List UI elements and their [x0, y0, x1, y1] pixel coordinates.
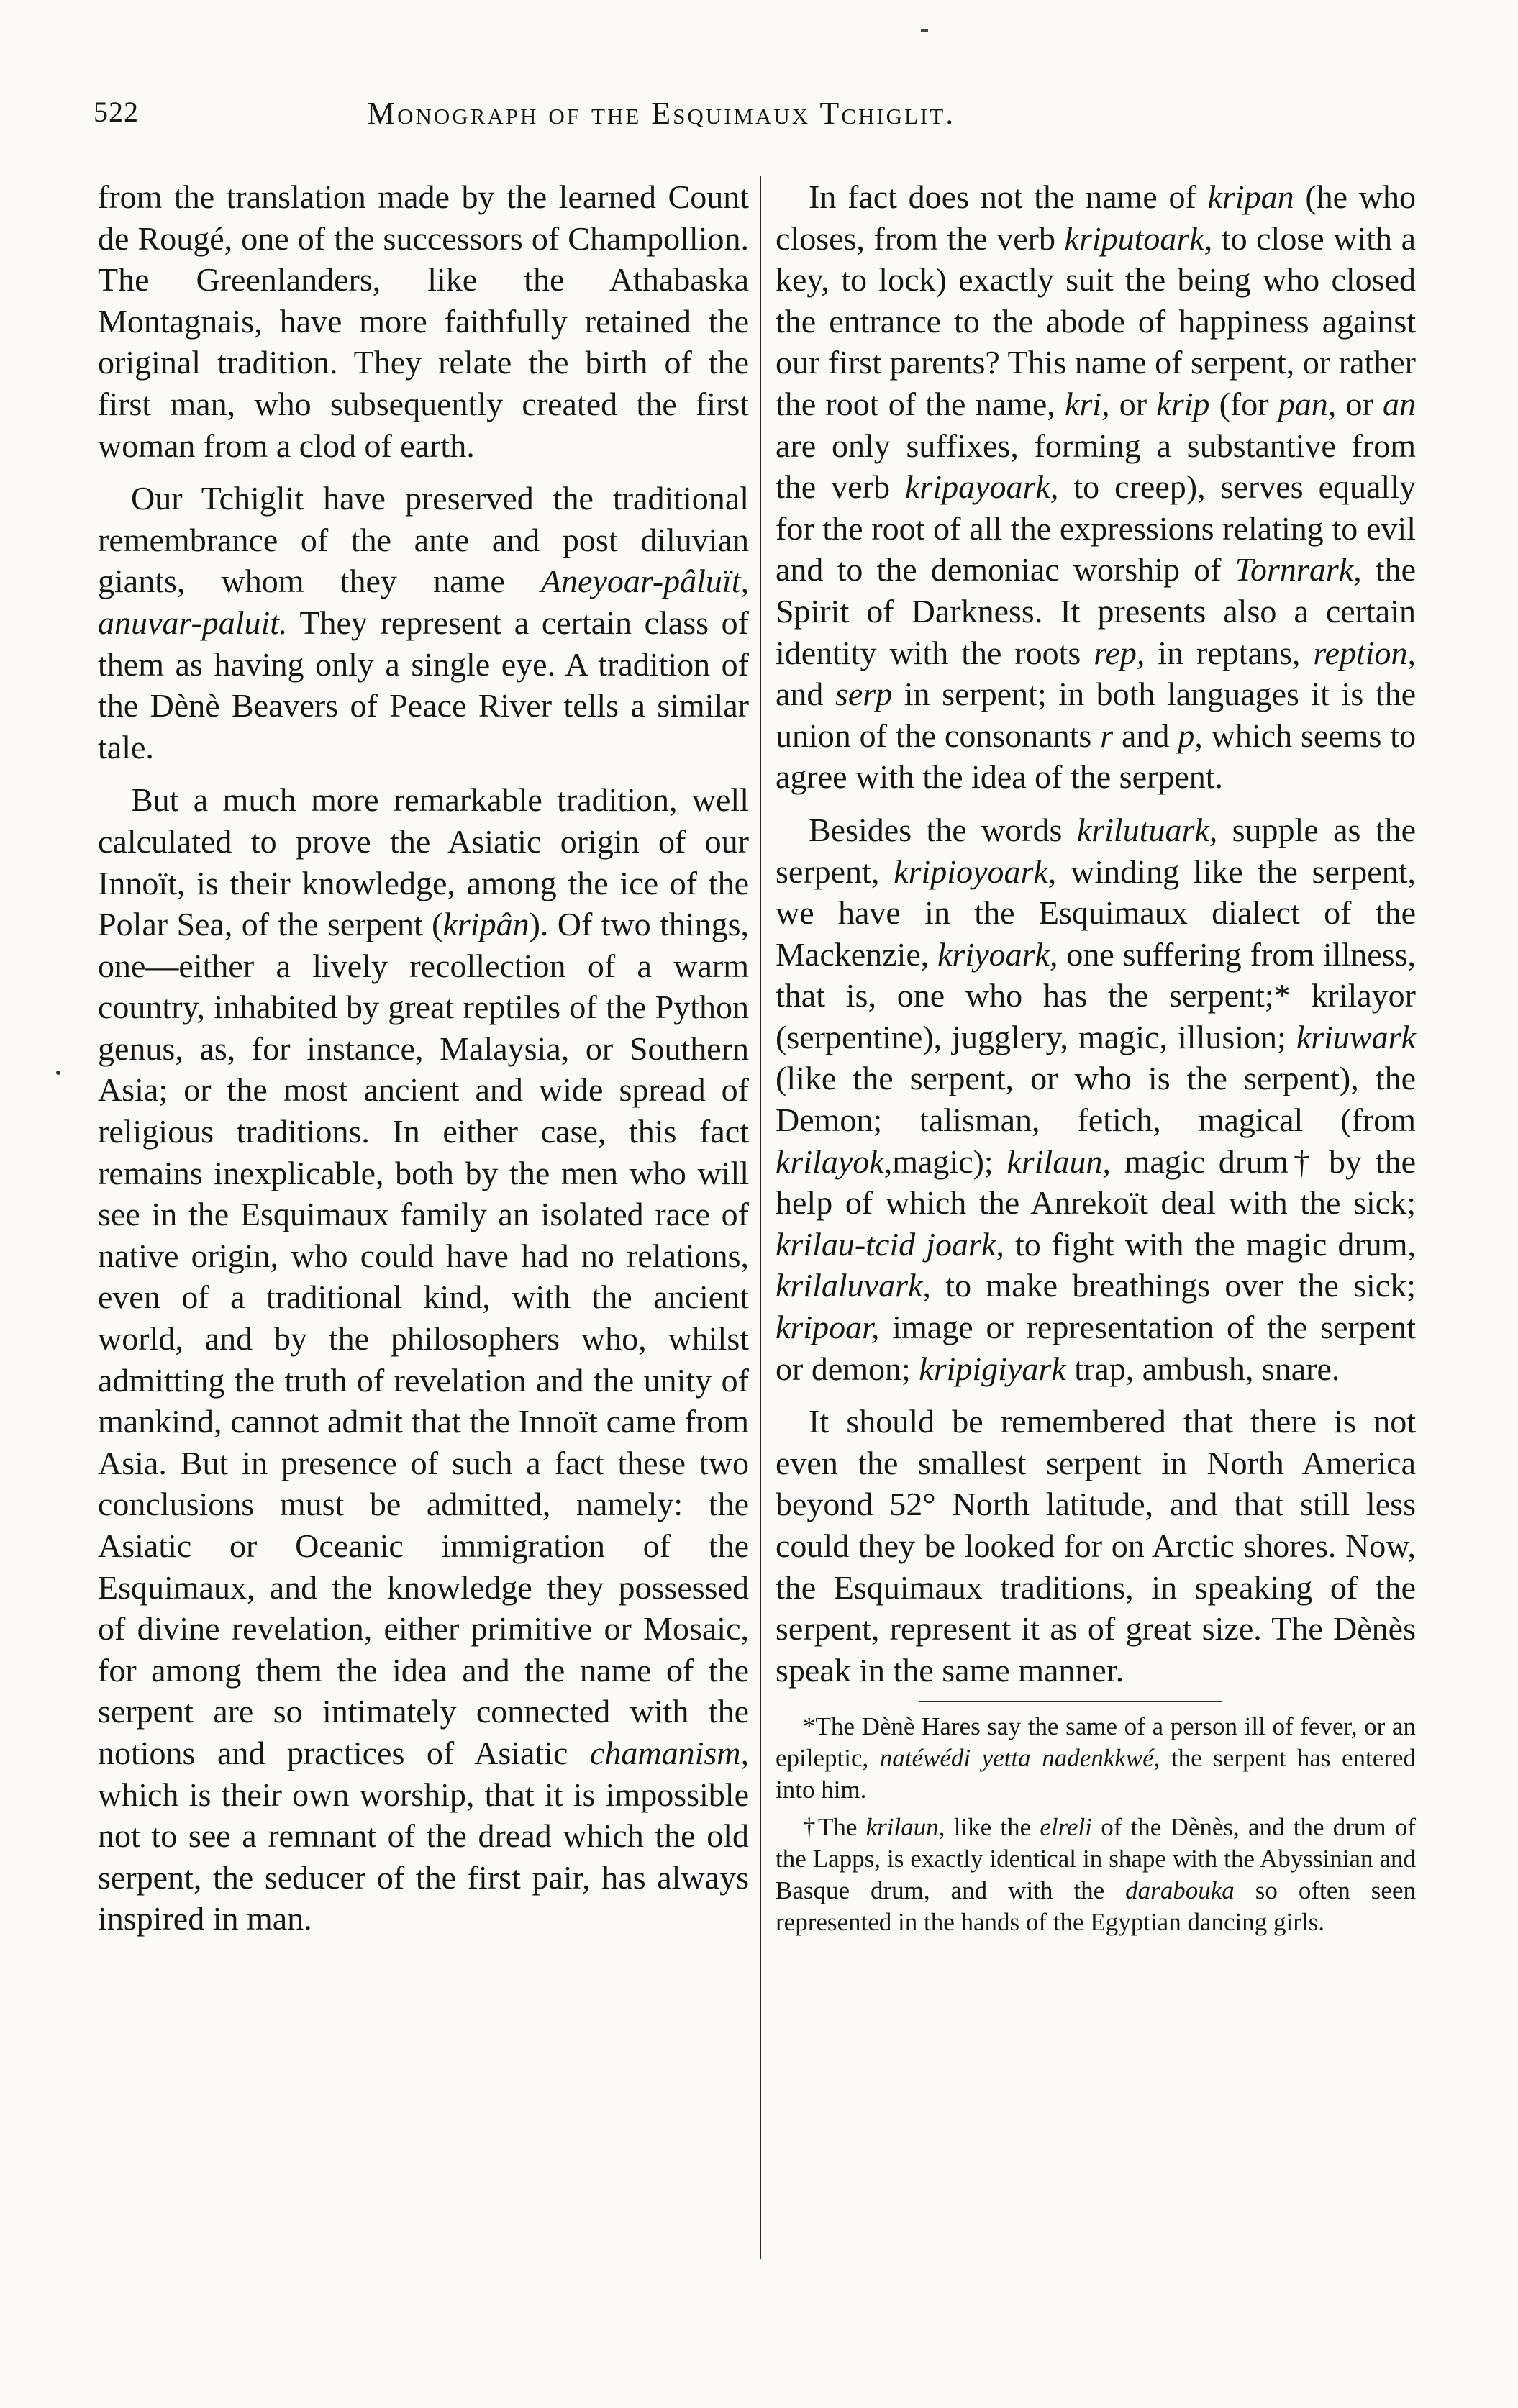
right-column: [760, 176, 1416, 2259]
right-paragraph-2: Besides the words krilutuark, supple as the serpent, kripioyoark, winding like the serpent, we have in the Esquimaux dialect of the Mackenzie, kriyoark, one suffering from illness, that is, one who has the serpent;* krilayor (serpentine), jugglery, magic, illusion; kriuwark (like the serpent, or who is the serpent), the Demon; talisman, fetich, magical (from krilayok,magic); krilaun, magic drum† by the help of which the Anrekoït deal with the sick; krilau-tcid joark, to fight with the magic drum, krilaluvark, to make breathings over the sick; kripoar, image or representation of the serpent or demon; kripigiyark trap, ambush, snare.: [776, 811, 1416, 1387]
left-paragraph-3: But a much more remarkable tradition, well calculated to prove the Asiatic origin of our Innoït, is their knowledge, among the ice of the Polar Sea, of the serpent (kripân). Of two things, one—either a lively recollection of a warm country, inhabited by great reptiles of the Python genus, as, for instance, Malaysia, or Southern Asia; or the most ancient and wide spread of religious traditions. In either case, this fact remains inexplicable, both by the men who will see in the Esquimaux family an isolated race of native origin, who could have had no relations, even of a traditional kind, with the ancient world, and by the philosophers who, whilst admitting the truth of revelation and the unity of mankind, cannot admit that the Innoït came from Asia. But in presence of such a fact these two conclusions must be admitted, namely: the Asiatic or Oceanic immigration of the Esquimaux, and the knowledge they possessed of divine revelation, either primitive or Mosaic, for among them the idea and the name of the serpent are so intimately connected with the notions and practices of Asiatic chamanism, which is their own worship, that it is impossible not to see a remnant of the dread which the old serpent, the seducer of the first pair, has always inspired in man.: [98, 781, 749, 1937]
left-column: [98, 176, 749, 1940]
left-paragraph-2: Our Tchiglit have preserved the traditional remembrance of the ante and post diluvian giants, whom they name Aneyoar-pâluït, anuvar-paluit. They represent a certain class of them as having only a single eye. A tradition of the Dènè Beavers of Peace River tells a similar tale.: [98, 480, 749, 765]
left-paragraph-1: from the translation made by the learned Count de Rougé, one of the successors of Champollion. The Greenlanders, like the Athabaska Montagnais, have more faithfully retained the original tradition. They relate the birth of the first man, who subsequently created the first woman from a clod of earth.: [98, 178, 749, 464]
page-number: 522: [94, 96, 139, 128]
scan-mark: [921, 29, 928, 32]
running-title: Monograph of the Esquimaux Tchiglit.: [367, 96, 956, 131]
footnote-rule: [919, 1701, 1222, 1702]
margin-dot: [56, 1071, 60, 1075]
page-header: [94, 95, 1410, 138]
footnotes: [776, 1711, 1416, 1938]
footnote-2: †The krilaun, like the elreli of the Dènès, and the drum of the Lapps, is exactly identical in shape with the Abyssinian and Basque drum, and with the darabouka so often seen represented in the hands of the Egyptian dancing girls.: [776, 1813, 1416, 1937]
right-paragraph-1: In fact does not the name of kripan (he who closes, from the verb kriputoark, to close with a key, to lock) exactly suit the being who closed the entrance to the abode of happiness against our first parents? This name of serpent, or rather the root of the name, kri, or krip (for pan, or an are only suffixes, forming a substantive from the verb kripayoark, to creep), serves equally for the root of all the expressions relating to evil and to the demoniac worship of Tornrark, the Spirit of Darkness. It presents also a certain identity with the roots rep, in reptans, reption, and serp in serpent; in both languages it is the union of the consonants r and p, which seems to agree with the idea of the serpent.: [776, 178, 1417, 796]
footnote-1: *The Dènè Hares say the same of a person ill of fever, or an epileptic, natéwédi yetta nadenkkwé, the serpent has entered into him.: [776, 1712, 1416, 1804]
right-paragraph-3: It should be remembered that there is not even the smallest serpent in North America beyond 52° North latitude, and that still less could they be looked for on Arctic shores. Now, the Esquimaux traditions, in speaking of the serpent, represent it as of great size. The Dènès speak in the same manner.: [776, 1403, 1416, 1689]
